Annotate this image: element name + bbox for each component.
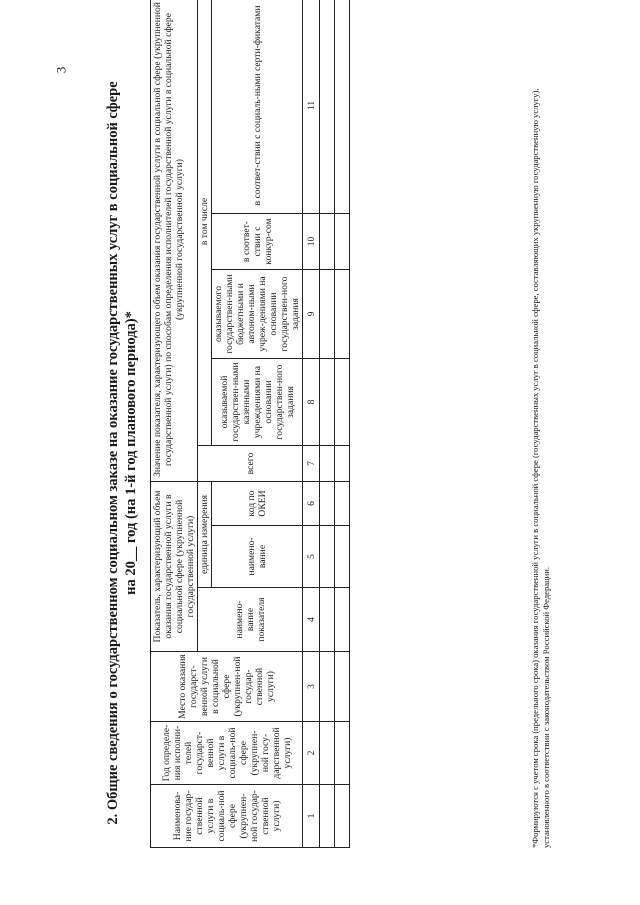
header-certificates: в соответ-ствии с социаль-ными серти-фикатами	[212, 0, 303, 214]
table-cell	[335, 588, 350, 652]
heading-line-1: 2. Общие сведения о государственном социальном заказе на оказание государственных услуг в социальной сфере	[105, 81, 121, 825]
section-heading	[104, 58, 140, 848]
table-cell	[335, 446, 350, 482]
header-competition: в соответ-ствии с конкур-сом	[212, 214, 303, 270]
table-cell	[320, 722, 335, 785]
social-order-table	[150, 2, 350, 848]
table-cell	[320, 0, 335, 214]
table-cell	[335, 722, 350, 785]
footnote: *Формируются с учетом срока (предельного срока) оказания государственной услуги в социальной сфере (государственных услуг в социальной сфере, составляющих укрупненную государственную услугу), установленного в соответствии с законодательством Российской Федерации.	[530, 88, 551, 848]
rotated-page-content	[96, 2, 566, 848]
header-including: в том числе	[198, 0, 212, 446]
column-number: 2	[303, 722, 320, 785]
header-state-institutions: оказываемой государствен-ными казенными учреждениями на основании государствен-ного задания	[212, 359, 303, 446]
heading-line-2: на 20__ год (на 1-й год планового периода)*	[123, 311, 139, 595]
column-number: 7	[303, 446, 320, 482]
column-number: 3	[303, 652, 320, 722]
table-cell	[320, 588, 335, 652]
column-number: 6	[303, 482, 320, 526]
column-number: 4	[303, 588, 320, 652]
table-cell	[335, 214, 350, 270]
header-total: всего	[198, 446, 303, 482]
header-indicator-group: Показатель, характеризующий объем оказания государственной услуги в социальной сфере (укрупненной государственной услуги)	[151, 482, 198, 652]
header-place: Место оказания государст-венной услуги в социальной сфере (укрупнен-ной государ-ственной услуги)	[151, 652, 303, 722]
column-number-row	[303, 0, 320, 848]
table-cell	[320, 270, 335, 359]
header-budget-institutions: оказываемого государствен-ными бюджетными и автоном-ными учреж-дениями на основании государствен-ного задания	[212, 270, 303, 359]
header-indicator-name: наимено-вание показателя	[198, 588, 303, 652]
header-unit-group: единица измерения	[198, 482, 212, 588]
column-number: 5	[303, 526, 320, 588]
table-cell	[335, 0, 350, 214]
header-value-group: Значение показателя, характеризующего объем оказания государственной услуги в социальной сфере (укрупненной государственной услуги) по способам определения исполнителей государственной услуги в социальной сфере (укрупненной государственной услуги)	[151, 0, 198, 482]
table-cell	[320, 214, 335, 270]
table-cell	[320, 526, 335, 588]
header-unit-name: наимено-вание	[212, 526, 303, 588]
column-number: 11	[303, 0, 320, 214]
header-year: Год определе-ния исполни-телей государст-венной услуги в социаль-ной сфере (укрупнен-ной госу-дарственной услуги)	[151, 722, 303, 785]
table-cell	[335, 359, 350, 446]
table-cell	[320, 785, 335, 848]
page-number: 3	[53, 66, 69, 74]
table-cell	[335, 526, 350, 588]
table-cell	[320, 482, 335, 526]
column-number: 9	[303, 270, 320, 359]
header-unit-okei: код по ОКЕИ	[212, 482, 303, 526]
column-number: 8	[303, 359, 320, 446]
table-row	[320, 0, 335, 848]
table-cell	[335, 785, 350, 848]
table-cell	[320, 652, 335, 722]
table-cell	[320, 446, 335, 482]
table-cell	[335, 270, 350, 359]
column-number: 10	[303, 214, 320, 270]
header-service-name: Наименова-ние государ-ственной услуги в социаль-ной сфере (укрупнен-ной государ-ственной услуги)	[151, 785, 303, 848]
table-cell	[335, 652, 350, 722]
column-number: 1	[303, 785, 320, 848]
table-cell	[320, 359, 335, 446]
table-cell	[335, 482, 350, 526]
table-row	[335, 0, 350, 848]
